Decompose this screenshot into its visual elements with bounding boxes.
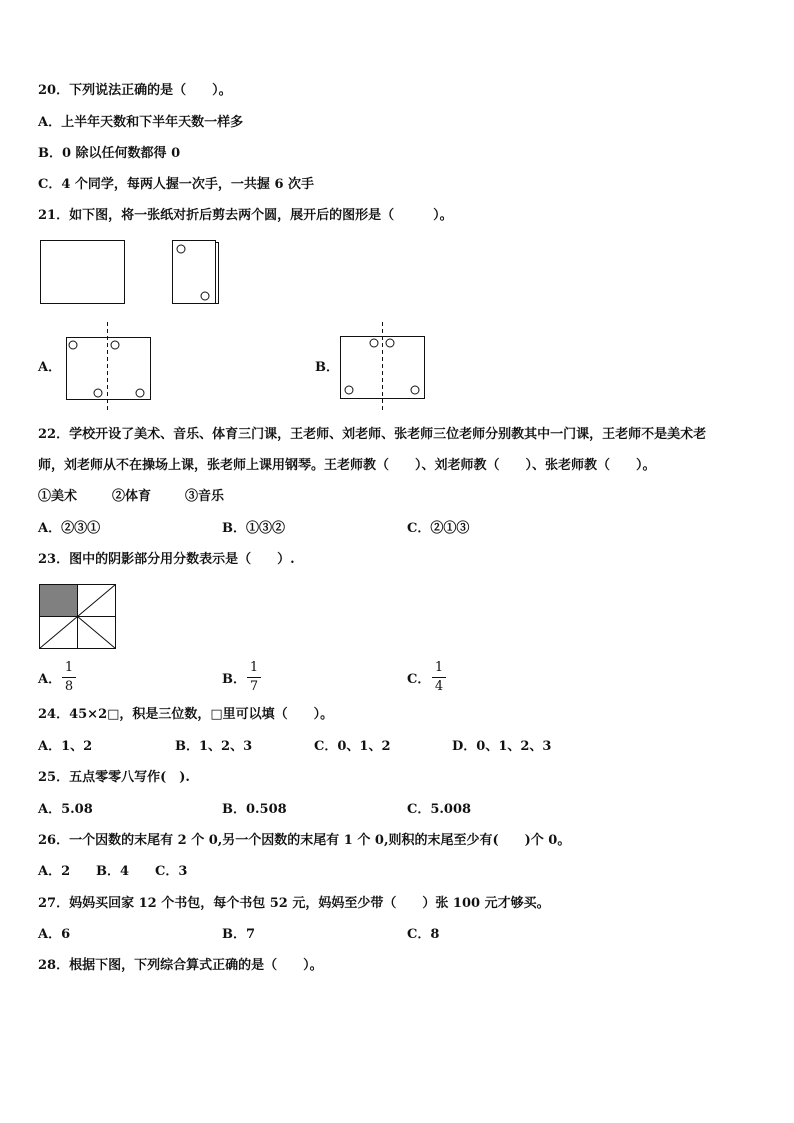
q23-option-b-label[interactable]: B． bbox=[222, 672, 246, 687]
q23-option-c-fraction[interactable] bbox=[432, 661, 446, 694]
q22-subject-2: ②体育 bbox=[112, 489, 152, 504]
fraction-denominator: 7 bbox=[249, 679, 259, 694]
q24-option-a[interactable]: A．1、2 bbox=[38, 739, 93, 754]
q21-option-b-label[interactable]: B． bbox=[315, 360, 339, 375]
q21-option-a-label[interactable]: A． bbox=[38, 360, 62, 375]
q21-stem: 21．如下图，将一张纸对折后剪去两个圆，展开后的图形是（ ）。 bbox=[38, 208, 453, 223]
q20-option-c[interactable]: C．4 个同学，每两人握一次手，一共握 6 次手 bbox=[38, 177, 315, 192]
q22-option-a[interactable]: A．②③① bbox=[38, 521, 101, 536]
fraction-bar bbox=[247, 677, 261, 678]
q22-subject-3: ③音乐 bbox=[185, 489, 225, 504]
q22-option-c[interactable]: C．②①③ bbox=[407, 521, 470, 536]
fraction-numerator: 1 bbox=[64, 660, 74, 675]
q24-stem: 24．45×2□，积是三位数，□里可以填（ ）。 bbox=[38, 707, 334, 722]
fraction-bar bbox=[432, 677, 446, 678]
q25-option-b[interactable]: B．0.508 bbox=[222, 802, 287, 817]
q20-stem: 20．下列说法正确的是（ ）。 bbox=[38, 83, 232, 98]
q20-option-b[interactable]: B．0 除以任何数都得 0 bbox=[38, 146, 181, 161]
q23-option-a-label[interactable]: A． bbox=[38, 672, 62, 687]
fraction-numerator: 1 bbox=[249, 660, 259, 675]
q27-stem: 27．妈妈买回家 12 个书包，每个书包 52 元，妈妈至少带（ ）张 100 元才够买。 bbox=[38, 896, 550, 911]
q22-subject-1: ①美术 bbox=[38, 489, 78, 504]
q27-option-b[interactable]: B．7 bbox=[222, 927, 256, 942]
q23-stem: 23．图中的阴影部分用分数表示是（ ）. bbox=[38, 552, 295, 567]
q22-stem-line2: 师，刘老师从不在操场上课，张老师上课用钢琴。王老师教（ ）、刘老师教（ ）、张老师教（ ）。 bbox=[38, 458, 656, 473]
q22-stem-line1: 22．学校开设了美术、音乐、体育三门课，王老师、刘老师、张老师三位老师分别教其中一门课，王老师不是美术老 bbox=[38, 427, 707, 442]
q25-stem: 25．五点零零八写作( ). bbox=[38, 770, 190, 785]
q24-option-c[interactable]: C．0、1、2 bbox=[314, 739, 391, 754]
q24-option-b[interactable]: B．1、2、3 bbox=[175, 739, 253, 754]
q23-option-b-fraction[interactable] bbox=[247, 661, 261, 694]
fraction-denominator: 4 bbox=[434, 679, 444, 694]
q24-option-d[interactable]: D．0、1、2、3 bbox=[452, 739, 552, 754]
q20-option-a[interactable]: A．上半年天数和下半年天数一样多 bbox=[38, 115, 244, 130]
fraction-denominator: 8 bbox=[64, 679, 74, 694]
q28-stem: 28．根据下图，下列综合算式正确的是（ ）。 bbox=[38, 958, 323, 973]
fraction-bar bbox=[62, 677, 76, 678]
q26-option-c[interactable]: C．3 bbox=[155, 864, 188, 879]
q26-option-b[interactable]: B．4 bbox=[96, 864, 130, 879]
q27-option-a[interactable]: A．6 bbox=[38, 927, 71, 942]
q26-stem: 26．一个因数的末尾有 2 个 0,另一个因数的末尾有 1 个 0,则积的末尾至少有( )个 0。 bbox=[38, 833, 571, 848]
q26-option-a[interactable]: A．2 bbox=[38, 864, 71, 879]
q25-option-c[interactable]: C．5.008 bbox=[407, 802, 472, 817]
fraction-numerator: 1 bbox=[434, 660, 444, 675]
q27-option-c[interactable]: C．8 bbox=[407, 927, 440, 942]
q23-option-c-label[interactable]: C． bbox=[407, 672, 431, 687]
q22-option-b[interactable]: B．①③② bbox=[222, 521, 285, 536]
q23-option-a-fraction[interactable] bbox=[62, 661, 76, 694]
q25-option-a[interactable]: A．5.08 bbox=[38, 802, 93, 817]
